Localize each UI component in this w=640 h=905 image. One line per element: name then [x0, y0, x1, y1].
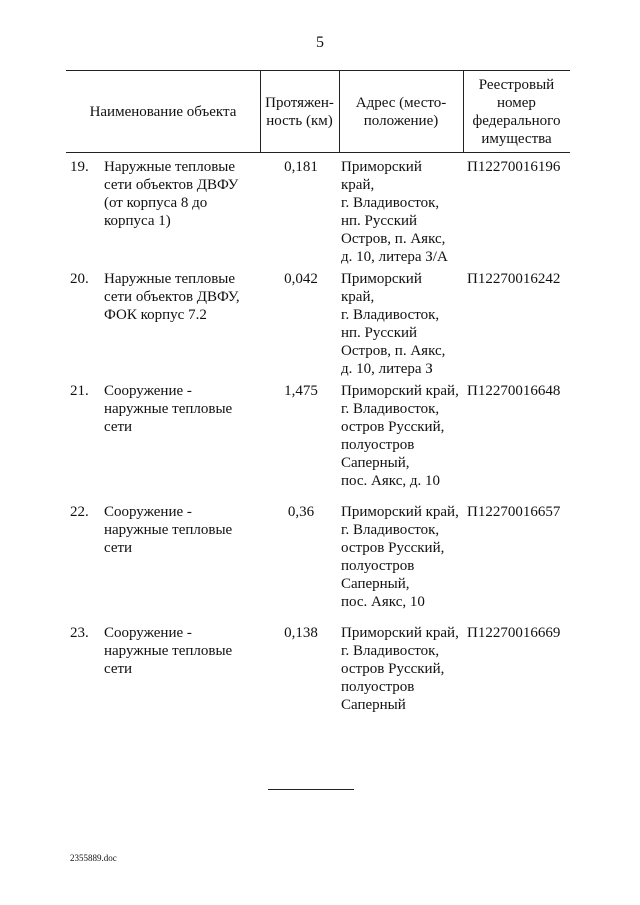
object-name: Наружные тепловые сети объектов ДВФУ, ФОК корпус 7.2 — [104, 271, 240, 323]
header-name: Наименование объекта — [89, 103, 237, 120]
object-address: Приморский край, г. Владивосток, остров Русский, полуостров Саперный, пос. Аякс, 10 — [341, 504, 459, 610]
row-number: 21. — [70, 383, 89, 399]
object-address: Приморский край, г. Владивосток, нп. Русский Остров, п. Аякс, д. 10, литера З — [341, 271, 446, 377]
registry-number: П12270016196 — [467, 159, 561, 175]
row-number: 23. — [70, 625, 89, 641]
table-header — [66, 70, 570, 153]
object-address: Приморский край, г. Владивосток, нп. Русский Остров, п. Аякс, д. 10, литера З/А — [341, 159, 448, 265]
object-address: Приморский край, г. Владивосток, остров Русский, полуостров Саперный, пос. Аякс, д. 10 — [341, 383, 459, 489]
header-length: Протяжен- ность (км) — [265, 94, 334, 129]
object-name: Наружные тепловые сети объектов ДВФУ (от корпуса 8 до корпуса 1) — [104, 159, 239, 229]
object-name: Сооружение - наружные тепловые сети — [104, 383, 233, 435]
header-registry: Реестровый номер федерального имущества — [472, 76, 561, 147]
header-address: Адрес (место- положение) — [355, 94, 447, 129]
object-name: Сооружение - наружные тепловые сети — [104, 625, 233, 677]
registry-number: П12270016648 — [467, 383, 561, 399]
object-length: 0,138 — [284, 625, 318, 641]
object-address: Приморский край, г. Владивосток, остров Русский, полуостров Саперный — [341, 625, 459, 713]
object-length: 0,36 — [287, 504, 315, 520]
registry-number: П12270016242 — [467, 271, 561, 287]
row-number: 19. — [70, 159, 89, 175]
row-number: 22. — [70, 504, 89, 520]
page-number: 5 — [316, 34, 324, 51]
end-separator — [268, 789, 354, 790]
object-name: Сооружение - наружные тепловые сети — [104, 504, 233, 556]
document-id: 2355889.doc — [70, 853, 117, 863]
object-length: 0,181 — [284, 159, 318, 175]
object-length: 0,042 — [284, 271, 318, 287]
object-length: 1,475 — [284, 383, 318, 399]
row-number: 20. — [70, 271, 89, 287]
registry-number: П12270016669 — [467, 625, 561, 641]
registry-number: П12270016657 — [467, 504, 561, 520]
